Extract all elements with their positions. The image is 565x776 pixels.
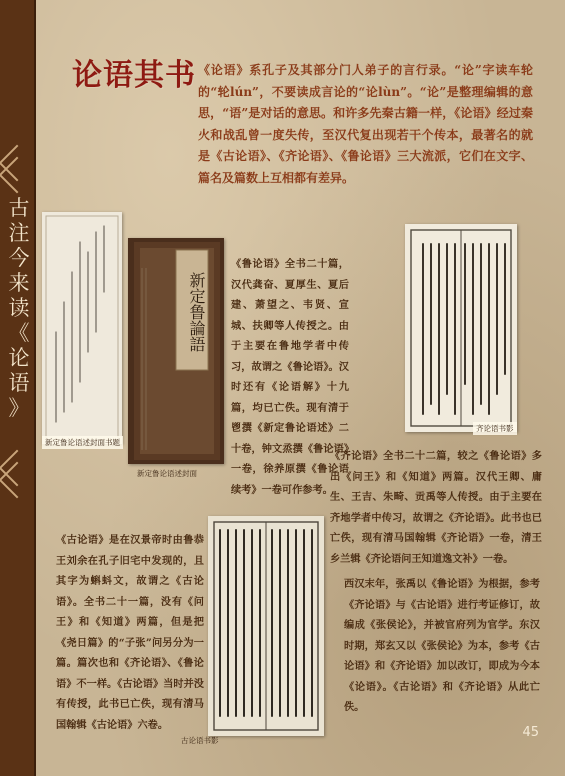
qi-lunyu-paragraph: 《齐论语》全书二十二篇，较之《鲁论语》多出《问王》和《知道》两篇。汉代王卿、庸生、王吉、朱畸、贡禹等人传授。由于主要在齐地学者中传习，故谓之《齐论语》。此书也已亡佚，现有清马国翰辑《齐论语》一卷，清王乡兰辑《齐论语问王知道逸文补》一卷。 — [330, 450, 542, 565]
lu-lunyu-paragraph: 《鲁论语》全书二十篇，汉代龚奋、夏厚生、夏后建、萧望之、韦贤、宣城、扶卿等人传授之。由于主要在鲁地学者中传习，故谓之《鲁论语》。汉时还有《论语解》十九篇，均已亡佚。现有清于鬯撰《新定鲁论语述》二十卷，钟文烝撰《鲁论语》一卷，徐养原撰《鲁论语续考》一卷可作参考。 — [231, 258, 349, 496]
photo-caption: 新定鲁论语述封面 — [137, 469, 197, 478]
sidebar-char: 论 — [8, 346, 30, 370]
gu-lunyu-paragraph: 《古论语》是在汉景帝时由鲁恭王刘余在孔子旧宅中发现的，且其字为蝌蚪文，故谓之《古论语》。全书二十一篇，没有《问王》和《知道》两篇，但是把《尧日篇》的“子张”问另分为一篇。篇次也和《齐论语》、《鲁论语》不一样。《古论语》当时并没有传授，此书已亡佚，现有清马国翰辑《古论语》六卷。 — [56, 534, 204, 731]
gu-lunyu-photo — [208, 516, 324, 736]
photo-caption: 古论语书影 — [181, 736, 219, 745]
sidebar-char: 来 — [8, 271, 30, 295]
vertical-sidebar — [0, 0, 36, 776]
xihan-paragraph: 西汉末年，张禹以《鲁论语》为根据，参考《齐论语》与《古论语》进行考证修订，故编成《张侯论》，并被官府列为官学。东汉时期，郑玄又以《张侯论》为本，参考《古论语》和《齐论语》加以改订，即成为今本《论语》。《古论语》和《齐论语》从此亡佚。 — [344, 578, 540, 713]
woodblock-book-image — [208, 516, 324, 736]
sidebar-char: 》 — [8, 396, 30, 420]
sidebar-char: 《 — [8, 321, 30, 345]
sidebar-char: 注 — [8, 221, 30, 245]
page-title: 论语其书 — [72, 58, 196, 93]
page-number: 45 — [522, 725, 539, 740]
sidebar-char: 古 — [8, 196, 30, 220]
sidebar-char: 今 — [8, 246, 30, 270]
cover-label-text: 新定鲁論語 — [187, 272, 206, 352]
photo-caption: 新定鲁论语述封面书题 — [42, 436, 123, 449]
sidebar-char: 语 — [8, 371, 30, 395]
woodblock-book-image — [405, 224, 517, 432]
manuscript-page-image — [42, 212, 122, 444]
sidebar-title — [6, 196, 32, 421]
xinding-inner-page-photo — [42, 212, 122, 444]
sidebar-char: 读 — [8, 296, 30, 320]
intro-paragraph: 《论语》系孔子及其部分门人弟子的言行录。“论”字读车轮的“轮lún”，不要读成言论的“论lùn”。“论”是整理编辑的意思，“语”是对话的意思。和许多先秦古籍一样，《论语》经过秦火和战乱曾一度失传，至汉代复出现若干个传本，最著名的就是《古论语》、《齐论语》、《鲁论语》三大流派，它们在文字、篇名及篇数上互相都有差异。 — [198, 63, 533, 185]
xinding-cover-photo — [128, 238, 224, 464]
qi-lunyu-photo — [405, 224, 517, 432]
photo-caption: 齐论语书影 — [473, 422, 517, 435]
